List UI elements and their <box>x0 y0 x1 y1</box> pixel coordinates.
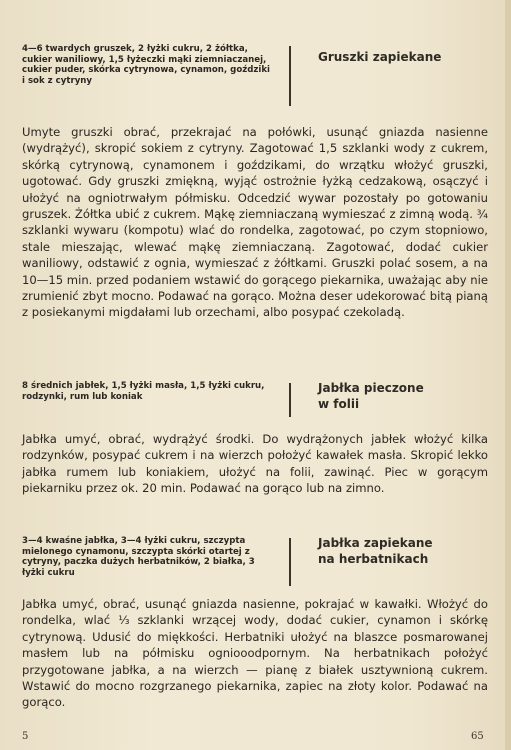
recipe-jablka-pieczone <box>22 381 492 496</box>
recipe-title: Jabłka pieczone w folii <box>318 381 424 411</box>
ingredients-list: 3—4 kwaśne jabłka, 3—4 łyżki cukru, szczypta mielonego cynamonu, szczypta skórki otartej z cytryny, paczka dużych herbatników, 2 białka, 3 łyżki cukru <box>22 536 255 578</box>
recipe-instructions: Jabłka umyć, obrać, wydrążyć środki. Do wydrążonych jabłek włożyć kilka rodzynków, posypać cukrem i na wierzch położyć kawałek masła. Skropić lekko jabłka rumem lub koniakiem, ułożyć na folii, zawinąć. Piec w gorącym piekarniku przez ok. 20 min. Podawać na gorąco lub na zimno. <box>22 432 488 496</box>
recipe-gruszki-zapiekane <box>22 44 492 320</box>
page-number: 65 <box>471 731 484 742</box>
recipe-jablka-zapiekane <box>22 536 492 710</box>
recipe-instructions: Jabłka umyć, obrać, usunąć gniazda nasienne, pokrajać w kawałki. Włożyć do rondelka, wlać ⅓ szklanki wrzącej wody, dodać cukier, cynamon i skórkę cytrynową. Udusić do miękkości. Herbatniki ułożyć na blaszce posmarowanej masłem lub na półmisku ogniooodpornym. Na herbatnikach położyć przygotowane jabłka, a na wierzch — pianę z białek usztywnioną cukrem. Wstawić do mocno rozgrzanego piekarnika, zapiec na złoty kolor. Podawać na gorąco. <box>22 597 488 710</box>
recipe-title: Gruszki zapiekane <box>318 50 442 64</box>
recipe-title: Jabłka zapiekane na herbatnikach <box>318 536 433 566</box>
recipe-header <box>22 381 492 429</box>
ingredients-list: 4—6 twardych gruszek, 2 łyżki cukru, 2 żółtka, cukier waniliowy, 1,5 łyżeczki mąki ziemniaczanej, cukier puder, skórka cytrynowa, cynamon, goździki i sok z cytryny <box>22 44 270 86</box>
recipe-header <box>22 44 492 110</box>
header-divider <box>289 46 291 106</box>
page-edge <box>505 0 511 750</box>
recipe-instructions: Umyte gruszki obrać, przekrajać na połówki, usunąć gniazda nasienne (wydrążyć), skropić sokiem z cytryny. Zagotować 1,5 szklanki wody z cukrem, skórką cytrynową, cynamonem i goździkami, do wrzątku włożyć gruszki, ugotować. Gdy gruszki zmiękną, wyjąć ostrożnie łyżką cedzakową, osączyć i ułożyć na ogniotrwałym półmisku. Odcedzić wywar pozostały po gotowaniu gruszek. Żółtka ubić z cukrem. Mąkę ziemniaczaną wymieszać z zimną wodą. ¾ szklanki wywaru (kompotu) wlać do rondelka, zagotować, po czym stopniowo, stale mieszając, wlewać mąkę ziemniaczaną. Zagotować, dodać cukier waniliowy, odstawić z ognia, wymieszać z żółtkami. Gruszki polać sosem, a na 10—15 min. przed podaniem wstawić do gorącego piekarnika, uważając aby nie zrumienić zbyt mocno. Podawać na gorąco. Można deser udekorować bitą pianą z posiekanymi migdałami lub orzechami, albo posypać czekoladą. <box>22 125 488 320</box>
ingredients-list: 8 średnich jabłek, 1,5 łyżki masła, 1,5 łyżki cukru, rodzynki, rum lub koniak <box>22 381 265 402</box>
header-divider <box>289 383 291 417</box>
footer-left-mark: 5 <box>22 731 29 742</box>
header-divider <box>289 538 291 586</box>
recipe-header <box>22 536 492 588</box>
